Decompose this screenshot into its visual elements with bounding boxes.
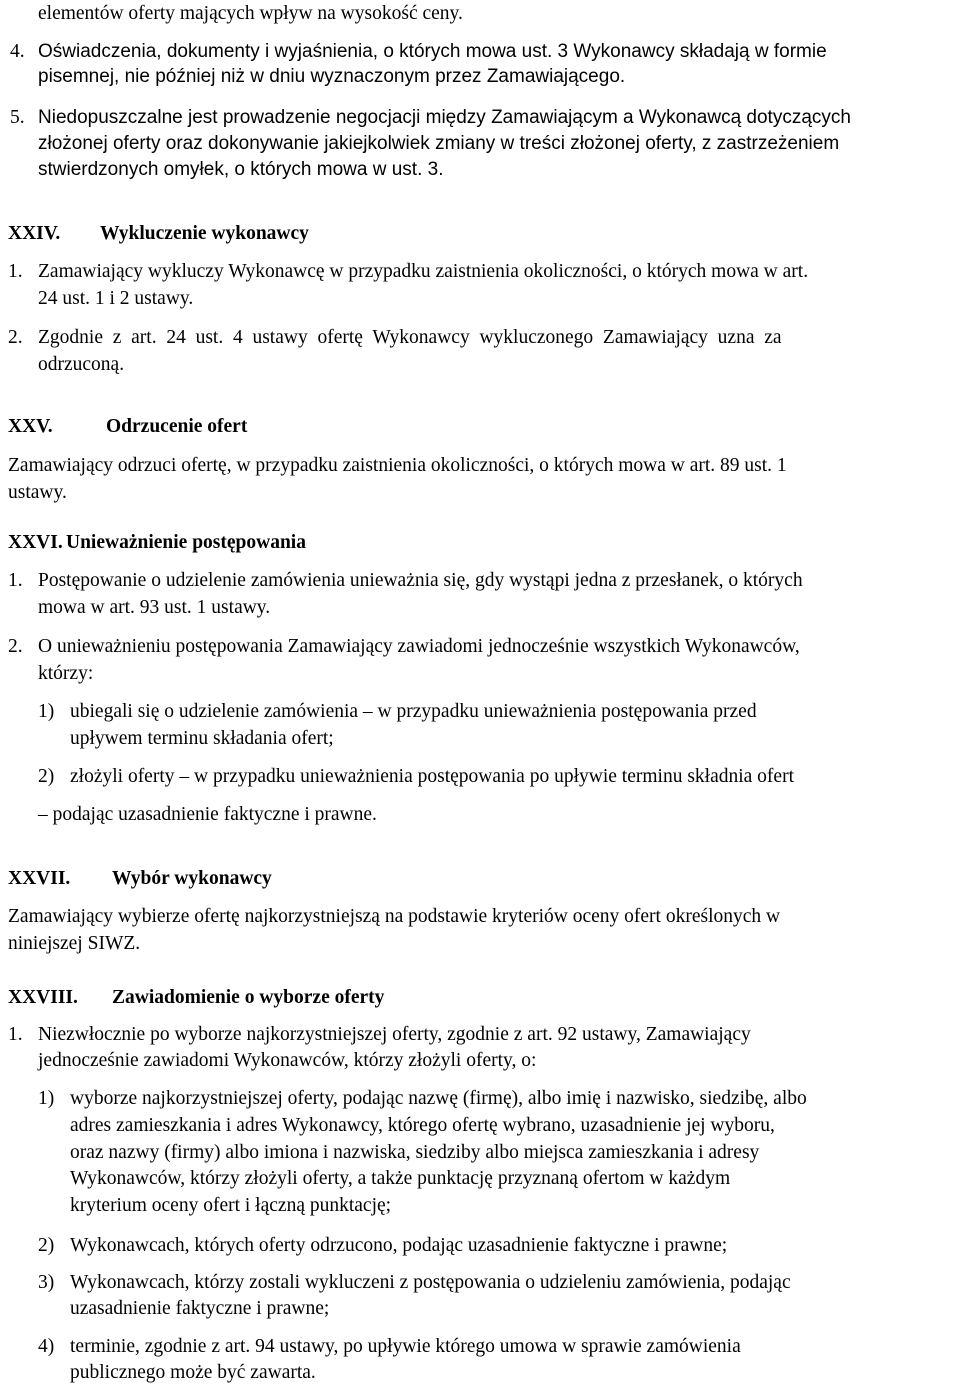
subitem-number: 1) (38, 701, 55, 722)
item-number: 1. (8, 261, 23, 282)
subitem-text-line: kryterium oceny ofert i łączną punktację; (70, 1195, 392, 1216)
item-text-line: O unieważnieniu postępowania Zamawiający zawiadomi jednocześnie wszystkich Wykonawców, (38, 636, 800, 657)
subitem-number: 2) (38, 1235, 55, 1256)
subitem-number: 2) (38, 766, 55, 787)
subitem-text-line: Wykonawcach, których oferty odrzucono, podając uzasadnienie faktyczne i prawne; (70, 1235, 728, 1256)
item-text-line: którzy: (38, 663, 94, 684)
item-text-line: mowa w art. 93 ust. 1 ustawy. (38, 597, 271, 618)
item-text-line: pisemnej, nie później niż w dniu wyznaczonym przez Zamawiającego. (38, 66, 626, 87)
section-title: Wybór wykonawcy (112, 868, 272, 889)
subitem-text-line: uzasadnienie faktyczne i prawne; (70, 1298, 330, 1319)
subitem-number: 4) (38, 1336, 55, 1357)
item-text-line: stwierdzonych omyłek, o których mowa w ust. 3. (38, 159, 444, 180)
item-text-line: Niedopuszczalne jest prowadzenie negocjacji między Zamawiającym a Wykonawcą dotyczących (38, 107, 851, 128)
section-numeral: XXV. (8, 416, 53, 437)
section-numeral: XXVIII. (8, 987, 78, 1008)
section-numeral: XXVII. (8, 868, 71, 889)
section-body-line: niniejszej SIWZ. (8, 933, 141, 954)
subitem-number: 3) (38, 1272, 55, 1293)
section-title: Zawiadomienie o wyborze oferty (112, 987, 385, 1008)
section-body-line: Zamawiający odrzuci ofertę, w przypadku zaistnienia okoliczności, o których mowa w art. 89 ust. 1 (8, 455, 787, 476)
subitem-text-line: oraz nazwy (firmy) albo imiona i nazwiska, siedziby albo miejsca zamieszkania i adresy (70, 1142, 760, 1163)
item-text-line: odrzuconą. (38, 354, 125, 375)
item-number: 1. (8, 570, 23, 591)
closing-line: – podając uzasadnienie faktyczne i prawne. (38, 804, 377, 825)
item-number: 5. (10, 107, 25, 128)
section-body-line: Zamawiający wybierze ofertę najkorzystniejszą na podstawie kryteriów oceny ofert określonych w (8, 906, 781, 927)
section-title: Odrzucenie ofert (106, 416, 248, 437)
item-text-line: Zamawiający wykluczy Wykonawcę w przypadku zaistnienia okoliczności, o których mowa w art. (38, 261, 809, 282)
subitem-text-line: złożyli oferty – w przypadku unieważnienia postępowania po upływie terminu składnia ofert (70, 766, 794, 787)
item-number: 2. (8, 636, 23, 657)
subitem-text-line: Wykonawców, którzy złożyli oferty, a także punktację przyznaną ofertom w każdym (70, 1168, 731, 1189)
subitem-text-line: upływem terminu składania ofert; (70, 728, 334, 749)
subitem-text-line: Wykonawcach, którzy zostali wykluczeni z postępowania o udzieleniu zamówienia, podając (70, 1272, 791, 1293)
item-text-line: Zgodnie z art. 24 ust. 4 ustawy ofertę Wykonawcy wykluczonego Zamawiający uzna za (38, 327, 782, 348)
item-text-line: złożonej oferty oraz dokonywanie jakiejkolwiek zmiany w treści złożonej oferty, z zastrzeżeniem (38, 133, 840, 154)
item-text-line: jednocześnie zawiadomi Wykonawców, którzy złożyli oferty, o: (38, 1050, 537, 1071)
section-numeral: XXIV. (8, 223, 61, 244)
item-text-line: Postępowanie o udzielenie zamówienia unieważnia się, gdy wystąpi jedna z przesłanek, o których (38, 570, 803, 591)
subitem-text-line: ubiegali się o udzielenie zamówienia – w przypadku unieważnienia postępowania przed (70, 701, 757, 722)
item-number: 2. (8, 327, 23, 348)
item-number: 4. (10, 41, 25, 62)
section-title: Unieważnienie postępowania (66, 532, 306, 553)
subitem-text-line: publicznego może być zawarta. (70, 1362, 316, 1383)
item-text-line: Niezwłocznie po wyborze najkorzystniejszej oferty, zgodnie z art. 92 ustawy, Zamawiający (38, 1024, 751, 1045)
subitem-text-line: wyborze najkorzystniejszej oferty, podając nazwę (firmę), albo imię i nazwisko, siedzibę, albo (70, 1088, 807, 1109)
item-text-line: Oświadczenia, dokumenty i wyjaśnienia, o których mowa ust. 3 Wykonawcy składają w formie (38, 41, 827, 62)
subitem-text-line: adres zamieszkania i adres Wykonawcy, którego ofertę wybrano, uzasadnienie jej wyboru, (70, 1115, 775, 1136)
item-text-line: 24 ust. 1 i 2 ustawy. (38, 288, 194, 309)
item-number: 1. (8, 1024, 23, 1045)
continuation-text: elementów oferty mających wpływ na wysokość ceny. (38, 3, 463, 24)
subitem-number: 1) (38, 1088, 55, 1109)
section-numeral: XXVI. (8, 532, 63, 553)
section-body-line: ustawy. (8, 482, 67, 503)
section-title: Wykluczenie wykonawcy (100, 223, 309, 244)
subitem-text-line: terminie, zgodnie z art. 94 ustawy, po upływie którego umowa w sprawie zamówienia (70, 1336, 741, 1357)
